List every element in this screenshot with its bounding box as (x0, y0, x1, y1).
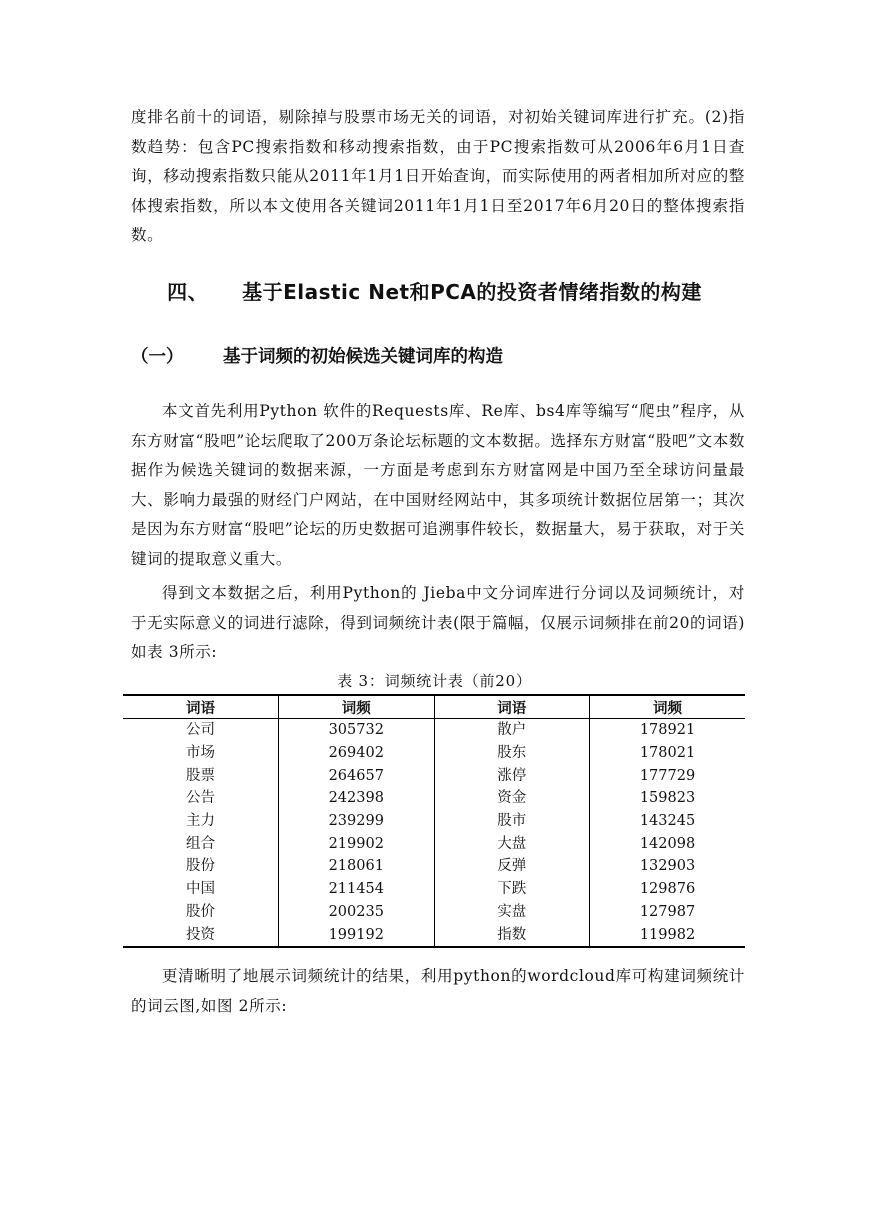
cell-word: 股东 (434, 742, 590, 765)
cell-word: 反弹 (434, 855, 590, 878)
cell-frequency: 211454 (279, 878, 435, 901)
cell-frequency: 219902 (279, 832, 435, 855)
cell-word: 下跌 (434, 878, 590, 901)
table-row (123, 764, 745, 787)
cell-frequency: 129876 (639, 881, 696, 898)
cell-frequency: 177729 (639, 767, 696, 784)
table-row (123, 901, 745, 924)
header-frequency-1: 词频 (279, 695, 435, 719)
table-row (123, 832, 745, 855)
cell-word: 大盘 (434, 832, 590, 855)
cell-word: 股票 (123, 764, 279, 787)
paragraph-segmentation: 得到文本数据之后，利用Python的 Jieba中文分词库进行分词以及词频统计，对于无实际意义的词进行滤除，得到词频统计表(限于篇幅，仅展示词频排在前20的词语)如表 3所示: (131, 584, 745, 661)
paragraph-crawler: 本文首先利用Python 软件的Requests库、Re库、bs4库等编写“爬虫”程序，从东方财富“股吧”论坛爬取了200万条论坛标题的文本数据。选择东方财富“股吧”文本数据作为候选关键词的数据来源，一方面是考虑到东方财富网是中国乃至全球访问量最大、影响力最强的财经门户网站，在中国财经网站中，其多项统计数据位居第一；其次是因为东方财富“股吧”论坛的历史数据可追溯事件较长，数据量大，易于获取，对于关键词的提取意义重大。 (131, 402, 745, 568)
cell-word: 主力 (123, 810, 279, 833)
table-row (123, 923, 745, 947)
section-heading (0, 276, 869, 305)
subsection-title: 基于词频的初始候选关键词库的构造 (223, 347, 503, 367)
cell-frequency: 178921 (639, 722, 696, 739)
cell-frequency: 200235 (279, 901, 435, 924)
cell-word: 组合 (123, 832, 279, 855)
subsection-number: （一） (131, 347, 184, 367)
header-word-2: 词语 (434, 695, 590, 719)
paragraph-intro: 度排名前十的词语，剔除掉与股票市场无关的词语，对初始关键词库进行扩充。(2)指数趋势：包含PC搜索指数和移动搜索指数，由于PC搜索指数可从2006年6月1日查询，移动搜索指数只能从2011年1月1日开始查询，而实际使用的两者相加所对应的整体搜索指数，所以本文使用各关键词2011年1月1日至2017年6月20日的整体搜索指数。 (131, 108, 745, 244)
table-row (123, 810, 745, 833)
cell-word: 公司 (123, 719, 279, 742)
cell-word: 散户 (434, 719, 590, 742)
cell-word: 资金 (434, 787, 590, 810)
cell-word: 涨停 (434, 764, 590, 787)
cell-word: 股市 (434, 810, 590, 833)
cell-word: 公告 (123, 787, 279, 810)
table-body (123, 719, 745, 947)
subsection-heading (131, 343, 503, 368)
cell-frequency: 159823 (639, 790, 696, 807)
cell-word: 股份 (123, 855, 279, 878)
cell-frequency: 218061 (279, 855, 435, 878)
cell-word: 投资 (123, 923, 279, 947)
cell-frequency: 269402 (279, 742, 435, 765)
table-row (123, 719, 745, 742)
cell-frequency: 199192 (279, 923, 435, 947)
table-row (123, 787, 745, 810)
section-title: 基于Elastic Net和PCA的投资者情绪指数的构建 (242, 280, 702, 304)
cell-frequency: 127987 (639, 903, 696, 920)
paragraph-wordcloud: 更清晰明了地展示词频统计的结果，利用python的wordcloud库可构建词频统计的词云图,如图 2所示: (131, 967, 745, 1015)
word-frequency-table (123, 694, 745, 948)
table-row (123, 855, 745, 878)
cell-word: 指数 (434, 923, 590, 947)
cell-frequency: 143245 (639, 813, 696, 830)
header-word-1: 词语 (123, 695, 279, 719)
table-row (123, 878, 745, 901)
cell-frequency: 242398 (279, 787, 435, 810)
section-number: 四、 (167, 280, 209, 304)
cell-word: 实盘 (434, 901, 590, 924)
header-frequency-2: 词频 (590, 695, 746, 719)
cell-frequency: 132903 (639, 858, 696, 875)
cell-word: 中国 (123, 878, 279, 901)
cell-frequency: 119982 (590, 923, 746, 947)
table-header-row (123, 695, 745, 719)
cell-frequency: 178021 (639, 745, 696, 762)
cell-frequency: 142098 (639, 835, 696, 852)
cell-frequency: 264657 (279, 764, 435, 787)
cell-word: 市场 (123, 742, 279, 765)
cell-frequency: 305732 (279, 719, 435, 742)
cell-word: 股价 (123, 901, 279, 924)
cell-frequency: 239299 (279, 810, 435, 833)
table-row (123, 742, 745, 765)
table-caption: 表 3：词频统计表（前20） (337, 672, 532, 690)
